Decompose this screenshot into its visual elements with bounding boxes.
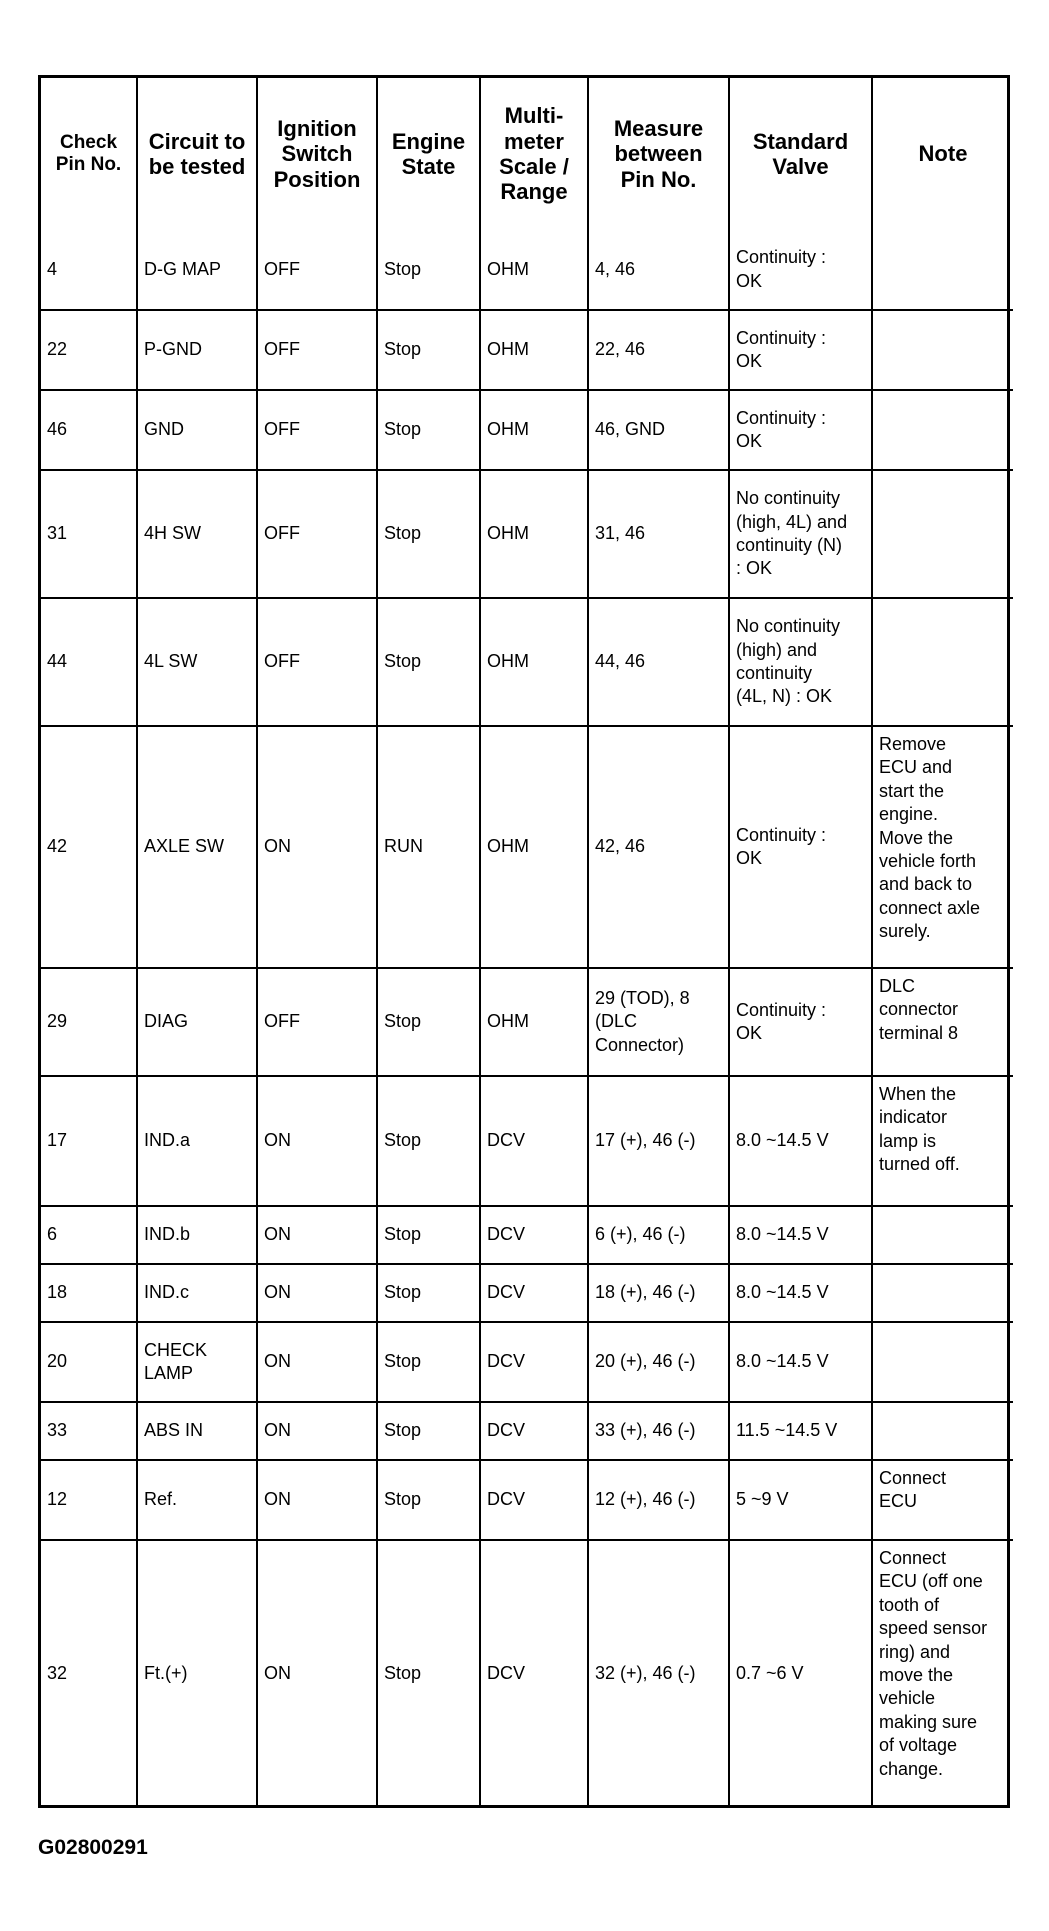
table-row xyxy=(41,1540,1013,1807)
table-row xyxy=(41,1460,1013,1540)
table-header-row xyxy=(41,78,1013,230)
note-cell xyxy=(872,310,1013,390)
note-cell xyxy=(872,230,1013,310)
scale-cell: OHM xyxy=(480,310,588,390)
standard-value-cell: Continuity : OK xyxy=(729,968,872,1076)
pin-cell: 12 xyxy=(41,1460,137,1540)
engine-state-cell: Stop xyxy=(377,1540,480,1807)
pin-check-table-frame xyxy=(38,75,1010,1808)
pin-cell: 33 xyxy=(41,1402,137,1460)
measure-cell: 44, 46 xyxy=(588,598,729,726)
scale-cell: DCV xyxy=(480,1460,588,1540)
scale-cell: DCV xyxy=(480,1540,588,1807)
note-cell xyxy=(872,470,1013,598)
ignition-cell: OFF xyxy=(257,310,377,390)
standard-value-cell: Continuity : OK xyxy=(729,230,872,310)
note-cell: Connect ECU (off one tooth of speed sensor ring) and move the vehicle making sure of voltage change. xyxy=(872,1540,1013,1807)
pin-cell: 22 xyxy=(41,310,137,390)
measure-cell: 22, 46 xyxy=(588,310,729,390)
pin-cell: 44 xyxy=(41,598,137,726)
engine-state-cell: Stop xyxy=(377,470,480,598)
measure-cell: 4, 46 xyxy=(588,230,729,310)
figure-id-label: G02800291 xyxy=(38,1836,148,1859)
measure-cell: 6 (+), 46 (-) xyxy=(588,1206,729,1264)
circuit-cell: IND.c xyxy=(137,1264,257,1322)
engine-state-cell: Stop xyxy=(377,1076,480,1206)
engine-state-cell: Stop xyxy=(377,230,480,310)
engine-state-cell: Stop xyxy=(377,1322,480,1402)
scale-cell: OHM xyxy=(480,598,588,726)
engine-state-cell: Stop xyxy=(377,1206,480,1264)
note-cell xyxy=(872,390,1013,470)
ignition-cell: ON xyxy=(257,1460,377,1540)
ignition-cell: ON xyxy=(257,726,377,968)
note-cell: Connect ECU xyxy=(872,1460,1013,1540)
ignition-cell: ON xyxy=(257,1076,377,1206)
note-cell xyxy=(872,1264,1013,1322)
scale-cell: OHM xyxy=(480,230,588,310)
note-cell xyxy=(872,1322,1013,1402)
standard-value-cell: 8.0 ~14.5 V xyxy=(729,1206,872,1264)
scale-cell: OHM xyxy=(480,390,588,470)
standard-value-cell: Continuity : OK xyxy=(729,726,872,968)
pin-cell: 31 xyxy=(41,470,137,598)
ignition-cell: ON xyxy=(257,1322,377,1402)
standard-value-cell: 8.0 ~14.5 V xyxy=(729,1076,872,1206)
measure-cell: 18 (+), 46 (-) xyxy=(588,1264,729,1322)
table-body xyxy=(41,230,1013,1807)
measure-cell: 46, GND xyxy=(588,390,729,470)
note-cell: DLC connector terminal 8 xyxy=(872,968,1013,1076)
measure-header: Measure between Pin No. xyxy=(588,78,729,230)
table-row xyxy=(41,598,1013,726)
note-header: Note xyxy=(872,78,1013,230)
scale-cell: OHM xyxy=(480,470,588,598)
table-row xyxy=(41,1402,1013,1460)
pin-cell: 20 xyxy=(41,1322,137,1402)
measure-cell: 33 (+), 46 (-) xyxy=(588,1402,729,1460)
circuit-cell: Ref. xyxy=(137,1460,257,1540)
standard-value-cell: 8.0 ~14.5 V xyxy=(729,1322,872,1402)
note-cell: When the indicator lamp is turned off. xyxy=(872,1076,1013,1206)
standard-value-cell: No continuity (high, 4L) and continuity (N) : OK xyxy=(729,470,872,598)
ignition-cell: ON xyxy=(257,1540,377,1807)
standard-value-cell: 8.0 ~14.5 V xyxy=(729,1264,872,1322)
standard-value-cell: 0.7 ~6 V xyxy=(729,1540,872,1807)
scale-cell: OHM xyxy=(480,726,588,968)
engine-state-cell: Stop xyxy=(377,1460,480,1540)
table-row xyxy=(41,1322,1013,1402)
circuit-cell: GND xyxy=(137,390,257,470)
pin-cell: 46 xyxy=(41,390,137,470)
pin-cell: 29 xyxy=(41,968,137,1076)
circuit-cell: IND.b xyxy=(137,1206,257,1264)
circuit-cell: DIAG xyxy=(137,968,257,1076)
ignition-cell: ON xyxy=(257,1264,377,1322)
note-cell xyxy=(872,1206,1013,1264)
check-pin-header: Check Pin No. xyxy=(41,78,137,230)
circuit-cell: 4L SW xyxy=(137,598,257,726)
engine-state-cell: Stop xyxy=(377,968,480,1076)
table-row xyxy=(41,310,1013,390)
engine-state-cell: Stop xyxy=(377,390,480,470)
measure-cell: 17 (+), 46 (-) xyxy=(588,1076,729,1206)
ignition-header: Ignition Switch Position xyxy=(257,78,377,230)
measure-cell: 31, 46 xyxy=(588,470,729,598)
measure-cell: 32 (+), 46 (-) xyxy=(588,1540,729,1807)
engine-state-cell: Stop xyxy=(377,1264,480,1322)
circuit-cell: CHECK LAMP xyxy=(137,1322,257,1402)
circuit-cell: Ft.(+) xyxy=(137,1540,257,1807)
pin-cell: 18 xyxy=(41,1264,137,1322)
measure-cell: 29 (TOD), 8 (DLC Connector) xyxy=(588,968,729,1076)
ignition-cell: OFF xyxy=(257,230,377,310)
pin-cell: 4 xyxy=(41,230,137,310)
table-row xyxy=(41,230,1013,310)
ignition-cell: ON xyxy=(257,1402,377,1460)
measure-cell: 12 (+), 46 (-) xyxy=(588,1460,729,1540)
pin-cell: 6 xyxy=(41,1206,137,1264)
standard-value-cell: Continuity : OK xyxy=(729,390,872,470)
scale-cell: DCV xyxy=(480,1206,588,1264)
table-row xyxy=(41,1206,1013,1264)
engine-state-header: Engine State xyxy=(377,78,480,230)
circuit-cell: 4H SW xyxy=(137,470,257,598)
table-row xyxy=(41,1076,1013,1206)
measure-cell: 20 (+), 46 (-) xyxy=(588,1322,729,1402)
circuit-header: Circuit to be tested xyxy=(137,78,257,230)
table-row xyxy=(41,726,1013,968)
ignition-cell: OFF xyxy=(257,470,377,598)
circuit-cell: ABS IN xyxy=(137,1402,257,1460)
note-cell xyxy=(872,598,1013,726)
circuit-cell: IND.a xyxy=(137,1076,257,1206)
table-row xyxy=(41,1264,1013,1322)
scale-cell: DCV xyxy=(480,1264,588,1322)
engine-state-cell: RUN xyxy=(377,726,480,968)
ignition-cell: OFF xyxy=(257,390,377,470)
scale-cell: OHM xyxy=(480,968,588,1076)
ignition-cell: ON xyxy=(257,1206,377,1264)
ignition-cell: OFF xyxy=(257,968,377,1076)
ignition-cell: OFF xyxy=(257,598,377,726)
pin-check-table xyxy=(41,78,1013,1807)
standard-value-cell: Continuity : OK xyxy=(729,310,872,390)
standard-value-cell: 5 ~9 V xyxy=(729,1460,872,1540)
circuit-cell: P-GND xyxy=(137,310,257,390)
scale-cell: DCV xyxy=(480,1402,588,1460)
pin-cell: 32 xyxy=(41,1540,137,1807)
scale-cell: DCV xyxy=(480,1322,588,1402)
table-row xyxy=(41,968,1013,1076)
table-row xyxy=(41,390,1013,470)
engine-state-cell: Stop xyxy=(377,1402,480,1460)
circuit-cell: AXLE SW xyxy=(137,726,257,968)
engine-state-cell: Stop xyxy=(377,598,480,726)
scale-cell: DCV xyxy=(480,1076,588,1206)
pin-cell: 17 xyxy=(41,1076,137,1206)
note-cell: Remove ECU and start the engine. Move the vehicle forth and back to connect axle surely. xyxy=(872,726,1013,968)
engine-state-cell: Stop xyxy=(377,310,480,390)
measure-cell: 42, 46 xyxy=(588,726,729,968)
table-row xyxy=(41,470,1013,598)
note-cell xyxy=(872,1402,1013,1460)
standard-value-cell: No continuity (high) and continuity (4L, N) : OK xyxy=(729,598,872,726)
standard-value-cell: 11.5 ~14.5 V xyxy=(729,1402,872,1460)
standard-header: Standard Valve xyxy=(729,78,872,230)
circuit-cell: D-G MAP xyxy=(137,230,257,310)
pin-cell: 42 xyxy=(41,726,137,968)
multimeter-header: Multi-meter Scale / Range xyxy=(480,78,588,230)
